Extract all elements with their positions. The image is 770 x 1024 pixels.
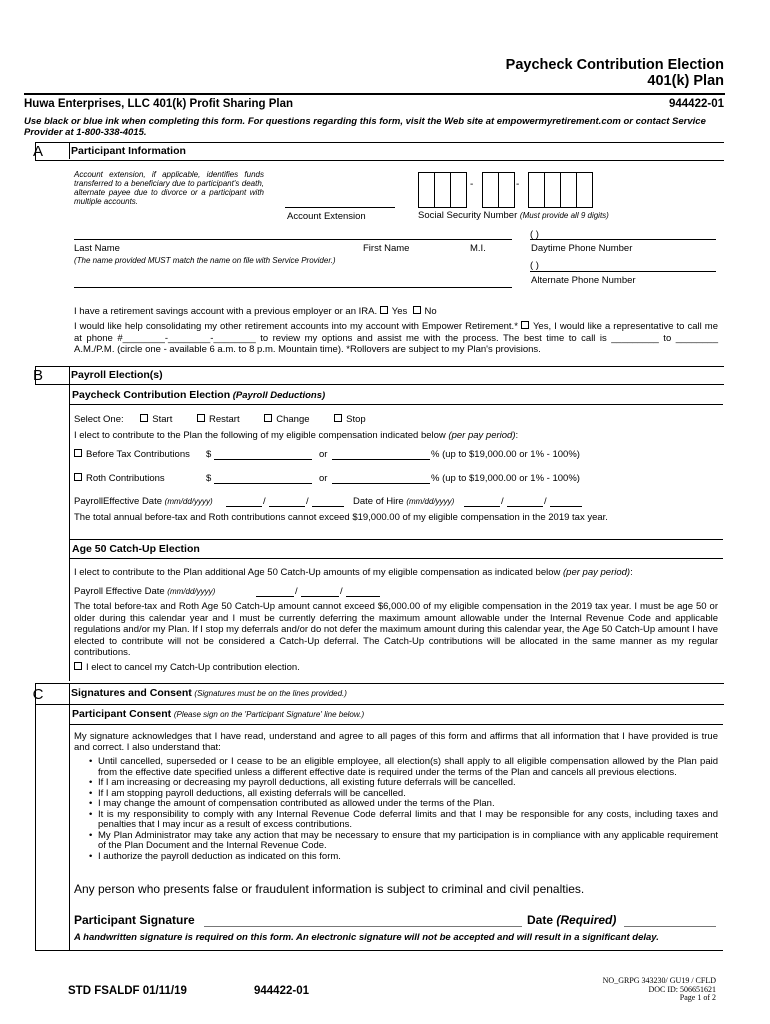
change-checkbox[interactable]: [264, 414, 272, 422]
header-rule: [24, 93, 725, 95]
catchup-text: The total before-tax and Roth Age 50 Catch-Up amount cannot exceed $6,000.00 of my eligible compensation in the 2019 tax year. I must be age 50 or older during this calendar year and I must be currently deferring the maximum amount allowable under the Internal Revenue Code and applicable regulations and/or my Plan. If I stop my deferrals and/or do not defer the maximum amount during this calendar year, the Age 50 Catch-Up amount I have elected to contribute will not be considered a Catch-Up deferral. The Catch-Up contributions will be allocated in the same manner as my regular contributions.: [74, 601, 718, 658]
consent-bullet: • If I am stopping payroll deductions, all existing deferrals will be cancelled.: [98, 789, 718, 800]
paycheck-election-heading: Paycheck Contribution Election (Payroll Deductions): [72, 389, 326, 401]
first-name-label: First Name: [363, 243, 410, 254]
section-c-header: Signatures and Consent (Signatures must be on the lines provided.): [35, 683, 724, 705]
ssn-digit-box[interactable]: [482, 172, 499, 208]
ssn-digit-box[interactable]: [560, 172, 577, 208]
limit-text: The total annual before-tax and Roth contributions cannot exceed $19,000.00 of my eligible compensation in the 2019 tax year.: [74, 512, 608, 523]
doc-codes: NO_GRPG 343230/ GU19 / CFLD DOC ID: 506651621 Page 1 of 2: [602, 976, 716, 1002]
hire-date-mm[interactable]: [464, 496, 500, 507]
date-line[interactable]: [624, 926, 716, 927]
daytime-phone-area: ( ): [530, 229, 539, 240]
footer-plan-number: 944422-01: [254, 985, 309, 997]
consent-bullet: • I authorize the payroll deduction as indicated on this form.: [98, 852, 718, 863]
daytime-phone-field[interactable]: [530, 239, 716, 240]
eff-date-dd[interactable]: [269, 496, 305, 507]
ssn-digit-box[interactable]: [528, 172, 545, 208]
roth-pct-field[interactable]: [332, 473, 430, 484]
before-tax-row: Before Tax Contributions $ or % (up to $19,000.00 or 1% - 100%): [74, 449, 724, 461]
catchup-elect: I elect to contribute to the Plan additional Age 50 Catch-Up amounts of my eligible compensation as indicated below (per pay period):: [74, 567, 633, 578]
ssn-digit-box[interactable]: [434, 172, 451, 208]
section-a-heading: Participant Information: [71, 145, 186, 157]
alternate-phone-label: Alternate Phone Number: [531, 275, 636, 286]
consent-intro: My signature acknowledges that I have read, understand and agree to all pages of this form and affirms that all information that I have provided is true and correct. I also understand that:: [74, 731, 718, 753]
catchup-date-yyyy[interactable]: [346, 586, 380, 597]
alternate-phone-field[interactable]: [530, 271, 716, 272]
before-tax-pct-field[interactable]: [332, 449, 430, 460]
ssn-label: Social Security Number (Must provide all 9 digits): [418, 210, 609, 221]
account-extension-field[interactable]: [285, 207, 395, 208]
name-field-2[interactable]: [74, 287, 512, 288]
roth-dollar-field[interactable]: [214, 473, 312, 484]
consolidate-text: I would like help consolidating my other retirement accounts into my account with Empower Retirement.* Yes, I would like a representative to call me at phone #________-________-________ to review my options and assist me with the process. The best time to call is _________ to ________ A.M./P.M. (circle one - available 6 a.m. to 8 p.m. Mountain time). *Rollovers are subject to my Plan's provisions.: [74, 321, 719, 355]
eff-date-yyyy[interactable]: [312, 496, 344, 507]
roth-row: Roth Contributions $ or % (up to $19,000.00 or 1% - 100%): [74, 473, 724, 485]
plan-number: 944422-01: [669, 98, 724, 110]
section-c-letter: C: [32, 686, 44, 703]
before-tax-dollar-field[interactable]: [214, 449, 312, 460]
consent-bullet: • Until cancelled, superseded or I cease to be an eligible employee, all election(s) shall apply to all eligible compensation allowed by the Plan paid from the effective date specified unless a different effective date is required under the terms of the Plan and cancels all previous elections.: [98, 757, 718, 778]
section-b-heading: Payroll Election(s): [71, 369, 163, 381]
section-a-header: [35, 142, 724, 161]
signature-line[interactable]: [204, 926, 522, 927]
alternate-phone-area: ( ): [530, 260, 539, 271]
form-id: STD FSALDF 01/11/19: [68, 985, 187, 997]
catchup-heading: Age 50 Catch-Up Election: [72, 543, 200, 555]
mi-label: M.I.: [470, 243, 486, 254]
before-tax-checkbox[interactable]: [74, 449, 82, 457]
consent-bullet: • If I am increasing or decreasing my payroll deductions, all existing future deferrals will be cancelled.: [98, 778, 718, 789]
catchup-cancel-row: I elect to cancel my Catch-Up contribution election.: [74, 662, 300, 674]
account-note: Account extension, if applicable, identifies funds transferred to a beneficiary due to participant's death, alternate payee due to divorce or a participant with multiple accounts.: [74, 170, 264, 206]
participant-consent-heading: Participant Consent (Please sign on the 'Participant Signature' line below.): [72, 708, 365, 720]
account-extension-label: Account Extension: [287, 211, 366, 222]
name-note: (The name provided MUST match the name on file with Service Provider.): [74, 256, 336, 265]
instructions: Use black or blue ink when completing this form. For questions regarding this form, visit the Web site at empowermyretirement.com or contact Service Provider at 1-800-338-4015.: [24, 116, 706, 138]
restart-checkbox[interactable]: [197, 414, 205, 422]
handwritten-note: A handwritten signature is required on this form. An electronic signature will not be accepted and will result in a significant delay.: [74, 932, 659, 943]
consent-bullets: [86, 757, 718, 862]
select-one-row: Select One: Start Restart Change Stop: [74, 414, 366, 425]
consolidate-yes-checkbox[interactable]: [521, 321, 529, 329]
consent-bullet: • It is my responsibility to comply with any Internal Revenue Code deferral limits and that I may be responsible for any costs, including taxes and penalties that I may incur as a result of excess contributions.: [98, 810, 718, 831]
name-field[interactable]: [74, 239, 512, 240]
hire-date-dd[interactable]: [507, 496, 543, 507]
consent-bullet: • My Plan Administrator may take any action that may be necessary to ensure that my participation is in compliance with any applicable requirement of the Plan Document and the Internal Revenue Code.: [98, 831, 718, 852]
last-name-label: Last Name: [74, 243, 120, 254]
section-b-letter: B: [32, 367, 43, 384]
signature-label: Participant Signature: [74, 913, 195, 927]
catchup-cancel-checkbox[interactable]: [74, 662, 82, 670]
date-label: Date (Required): [527, 913, 617, 927]
ira-yes-checkbox[interactable]: [380, 306, 388, 314]
start-checkbox[interactable]: [140, 414, 148, 422]
ssn-digit-box[interactable]: [544, 172, 561, 208]
ssn-digit-box[interactable]: [498, 172, 515, 208]
roth-checkbox[interactable]: [74, 473, 82, 481]
ira-question: I have a retirement savings account with a previous employer or an IRA. Yes No: [74, 306, 437, 317]
daytime-phone-label: Daytime Phone Number: [531, 243, 633, 254]
form-subtitle: 401(k) Plan: [647, 73, 724, 89]
ira-no-checkbox[interactable]: [413, 306, 421, 314]
stop-checkbox[interactable]: [334, 414, 342, 422]
catchup-date-mm[interactable]: [256, 586, 294, 597]
plan-name: Huwa Enterprises, LLC 401(k) Profit Sharing Plan: [24, 98, 294, 110]
eff-date-mm[interactable]: [226, 496, 262, 507]
hire-date-yyyy[interactable]: [550, 496, 582, 507]
ssn-digit-box[interactable]: [450, 172, 467, 208]
catchup-date-row: Payroll Effective Date (mm/dd/yyyy) / /: [74, 586, 474, 598]
dates-row: PayrollEffective Date (mm/dd/yyyy) / / Date of Hire (mm/dd/yyyy) / /: [74, 496, 724, 508]
consent-bullet: • I may change the amount of compensation contributed as allowed under the terms of the Plan.: [98, 799, 718, 810]
fraud-warning: Any person who presents false or fraudulent information is subject to criminal and civil penalties.: [74, 882, 585, 896]
section-a-letter: A: [32, 143, 43, 160]
section-b-header: [35, 366, 724, 385]
catchup-date-dd[interactable]: [301, 586, 339, 597]
ssn-digit-box[interactable]: [418, 172, 435, 208]
elect-text: I elect to contribute to the Plan the following of my eligible compensation indicated below (per pay period):: [74, 430, 519, 441]
ssn-digit-box[interactable]: [576, 172, 593, 208]
form-title: Paycheck Contribution Election: [505, 57, 724, 73]
